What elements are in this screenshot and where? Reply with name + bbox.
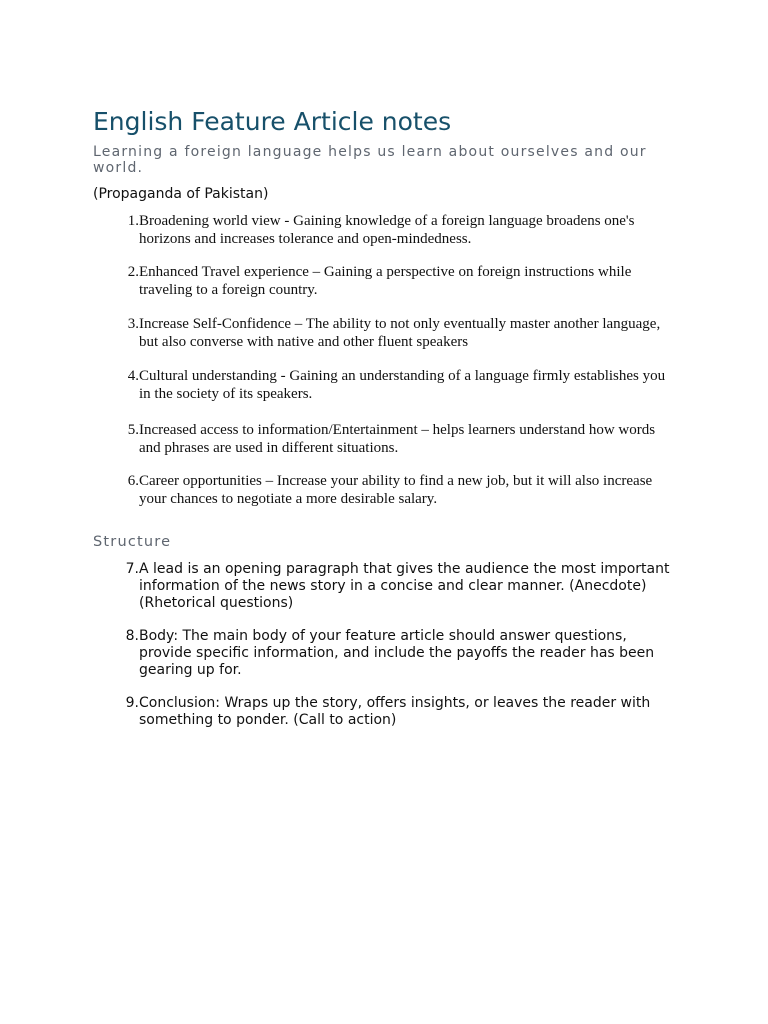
list-item-structure-lead: [100, 561, 680, 611]
structure-heading: Structure: [93, 534, 172, 550]
list-item-benefit-5: [100, 422, 680, 457]
list-item-text: Cultural understanding - Gaining an understanding of a language firmly establishes you in the society of its speakers.: [139, 368, 666, 402]
intro-text: (Propaganda of Pakistan): [93, 186, 269, 202]
list-number: 9.: [125, 695, 139, 711]
list-number: 4.: [127, 368, 139, 384]
list-item-benefit-2: [100, 264, 680, 299]
list-item-text: Body: The main body of your feature article should answer questions, provide specific information, and include the payoffs the reader has been gearing up for.: [139, 628, 655, 678]
list-item-text: Enhanced Travel experience – Gaining a perspective on foreign instructions while traveling to a foreign country.: [139, 264, 632, 298]
list-item-benefit-3: [100, 316, 680, 351]
list-item-text: Increase Self-Confidence – The ability to not only eventually master another language, but also converse with native and other fluent speakers: [139, 316, 661, 350]
list-item-text: Career opportunities – Increase your ability to find a new job, but it will also increase your chances to negotiate a more desirable salary.: [139, 473, 653, 507]
list-item-benefit-4: [100, 368, 680, 403]
list-item-text: Broadening world view - Gaining knowledge of a foreign language broadens one's horizons and increases tolerance and open-mindedness.: [139, 213, 635, 247]
list-item-text: A lead is an opening paragraph that gives the audience the most important information of the news story in a concise and clear manner. (Anecdote) (Rhetorical questions): [139, 561, 670, 611]
list-number: 2.: [127, 264, 139, 280]
list-number: 1.: [127, 213, 139, 229]
document-title: English Feature Article notes: [93, 107, 452, 136]
list-item-text: Increased access to information/Entertainment – helps learners understand how words and phrases are used in different situations.: [139, 422, 656, 456]
list-number: 3.: [127, 316, 139, 332]
list-number: 5.: [127, 422, 139, 438]
list-item-structure-conclusion: [100, 695, 680, 729]
list-number: 7.: [125, 561, 139, 577]
list-item-benefit-1: [100, 213, 680, 248]
list-number: 6.: [127, 473, 139, 489]
document-subtitle: Learning a foreign language helps us learn about ourselves and our world.: [93, 144, 647, 176]
list-item-structure-body: [100, 628, 680, 678]
list-item-benefit-6: [100, 473, 680, 508]
list-item-text: Conclusion: Wraps up the story, offers insights, or leaves the reader with something to ponder. (Call to action): [139, 695, 651, 728]
list-number: 8.: [125, 628, 139, 644]
